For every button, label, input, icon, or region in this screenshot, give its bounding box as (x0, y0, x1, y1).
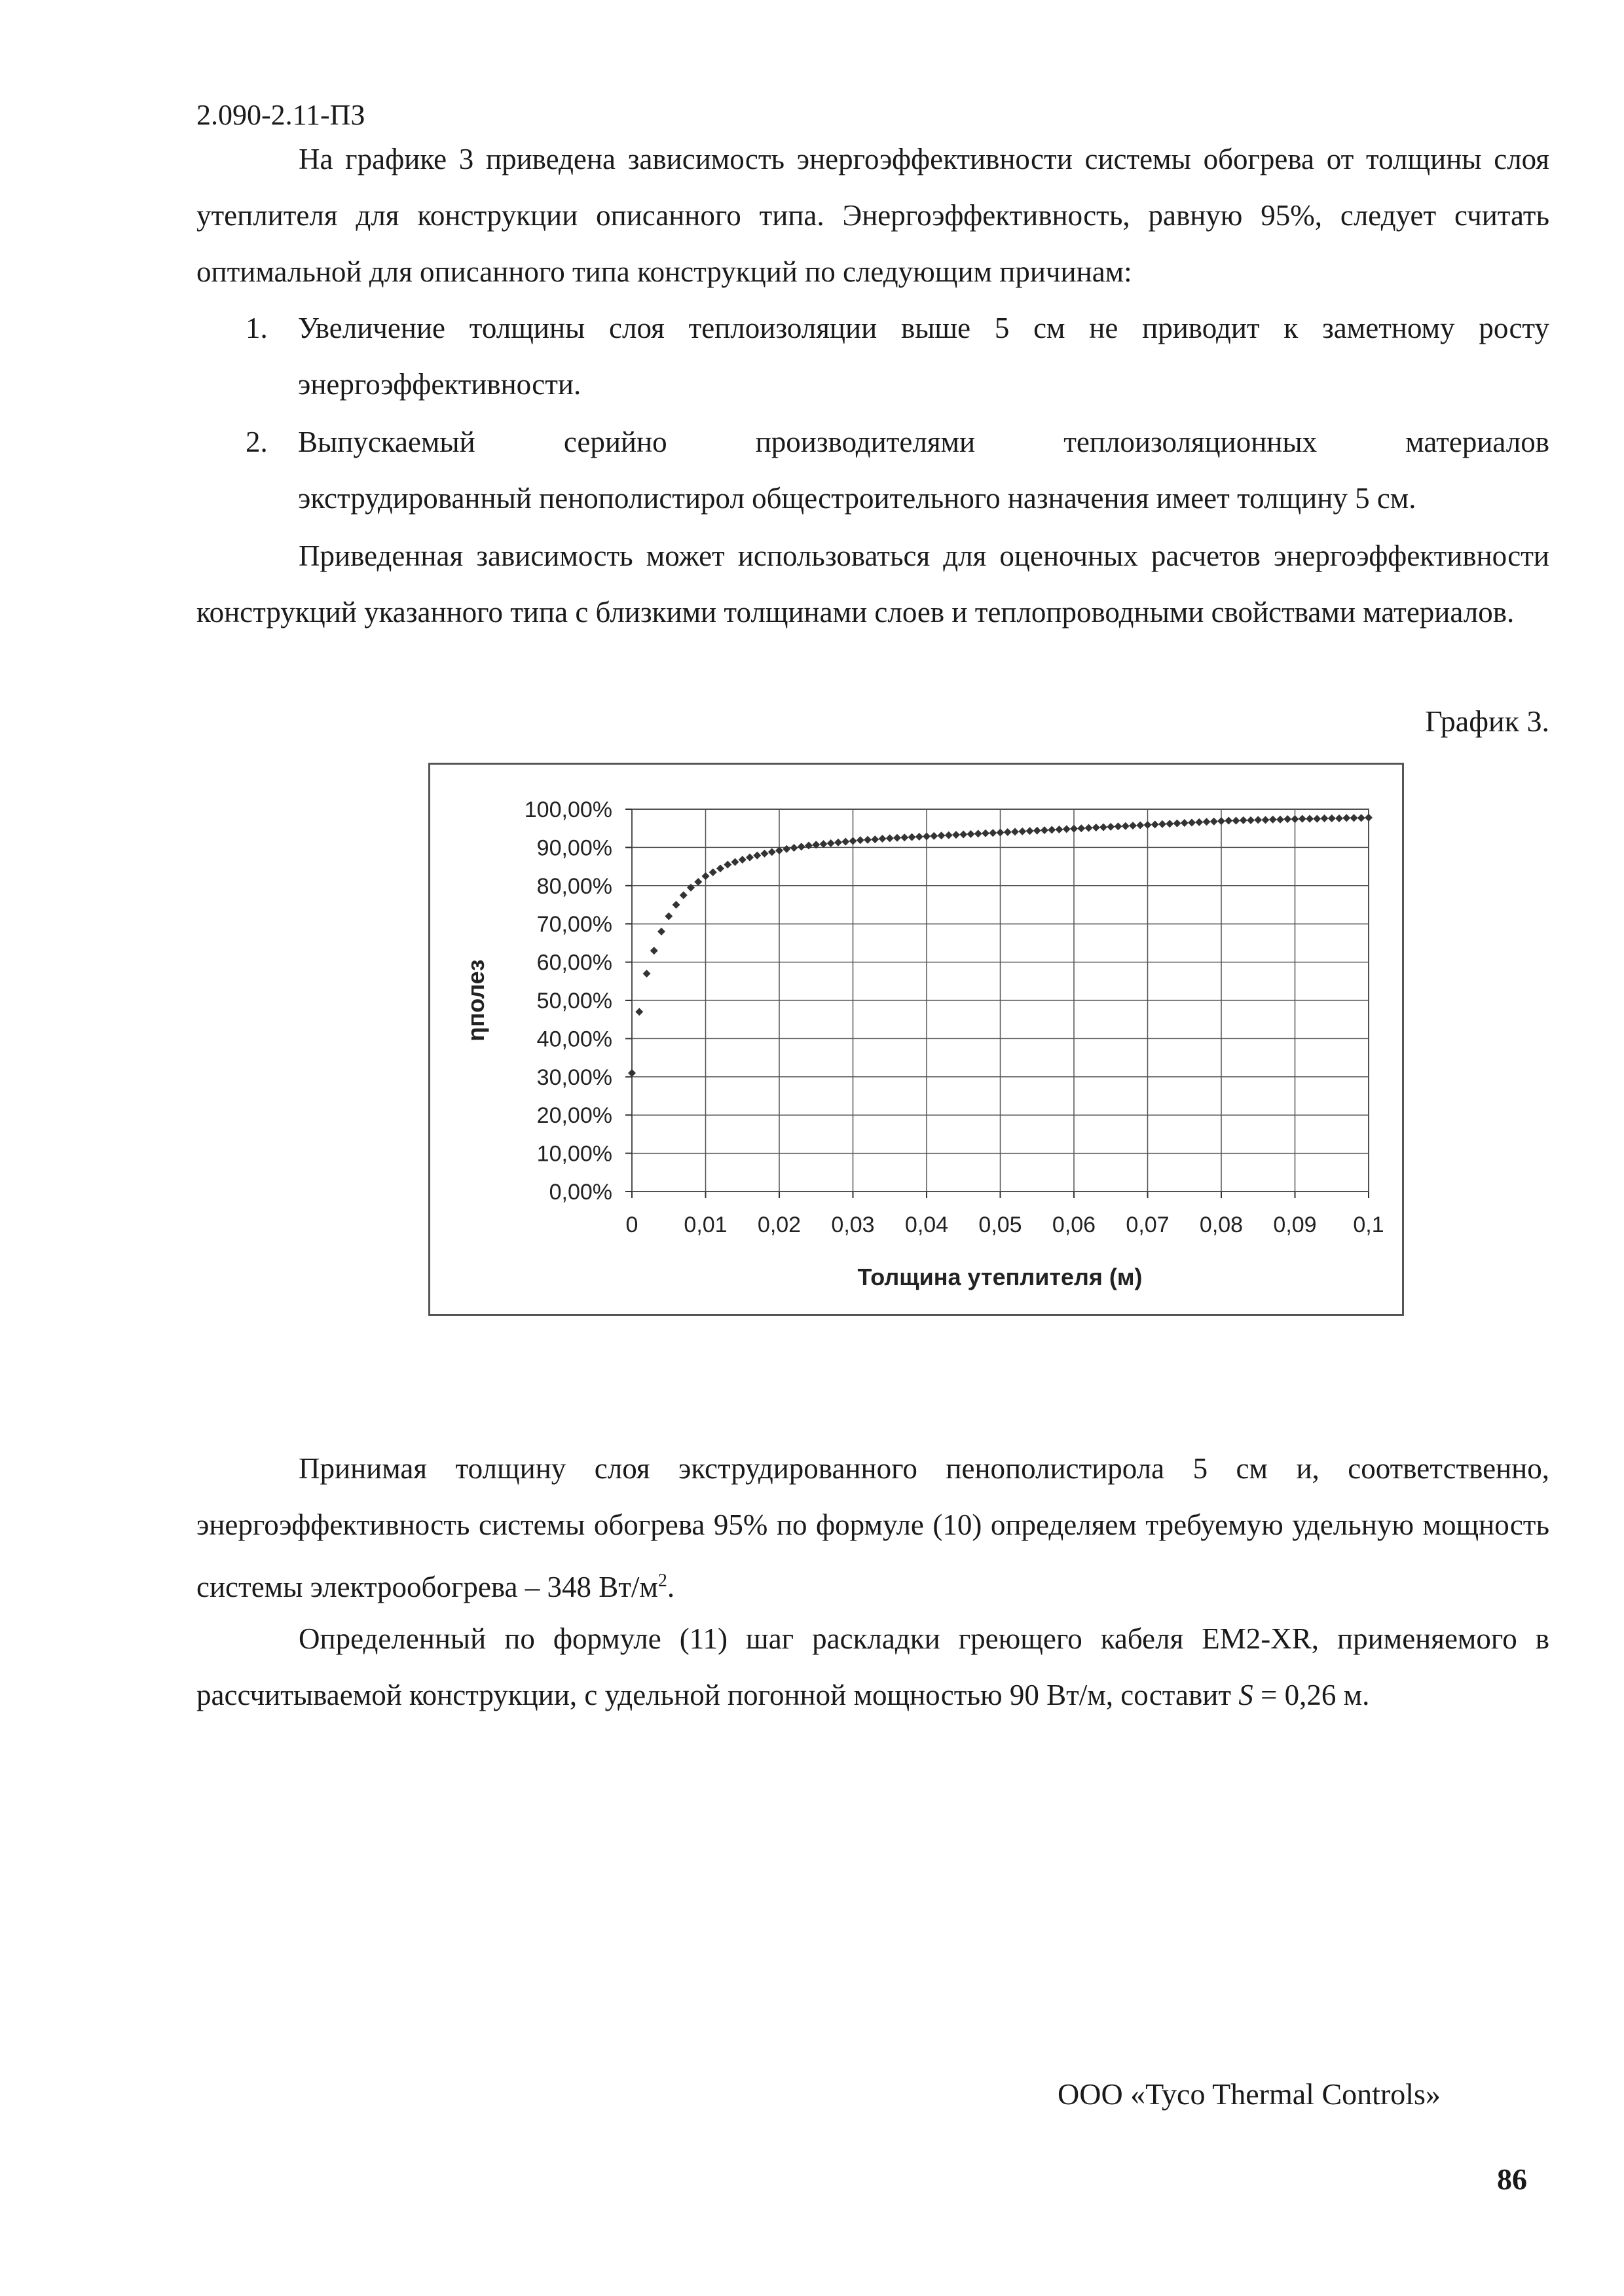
x-tick-label: 0,06 (1052, 1212, 1096, 1237)
document-code: 2.090-2.11-ПЗ (196, 99, 365, 131)
y-tick-label: 20,00% (536, 1103, 612, 1129)
intro-paragraph: На графике 3 приведена зависимость энергоэффективности системы обогрева от толщины слоя утеплителя для конструкции описанного типа. Энергоэффективность, равную 95%, следует считать оптимальной для описанного типа конструкций по следующим причинам: (196, 143, 1549, 288)
x-tick-label: 0,01 (684, 1212, 728, 1237)
list-text-line: экструдированный пенополистирол общестроительного назначения имеет толщину 5 см. (298, 482, 1416, 515)
y-tick-label: 40,00% (536, 1027, 612, 1052)
y-tick-label: 90,00% (536, 835, 612, 861)
list-number: 2. (246, 426, 268, 458)
x-tick-label: 0,04 (904, 1212, 949, 1237)
note-paragraph: Приведенная зависимость может использоваться для оценочных расчетов энергоэффективности конструкций указанного типа с близкими толщинами слоев и теплопроводными свойствами материалов. (196, 539, 1549, 629)
y-tick-label: 50,00% (536, 989, 612, 1013)
list-item (246, 414, 1549, 526)
graph-caption: График 3. (1425, 704, 1549, 738)
y-tick-label: 70,00% (536, 912, 612, 938)
y-tick-label: 10,00% (536, 1141, 612, 1167)
efficiency-chart (430, 765, 1402, 1314)
page-number: 86 (1497, 2162, 1527, 2196)
conclusion-text: Принимая толщину слоя экструдированного пенополистирола 5 см и, соответственно, энергоэффективность системы обогрева 95% по формуле (10) определяем требуемую удельную мощность системы электрообогрева – 348 Вт/м (196, 1452, 1549, 1603)
y-axis-ticks (525, 797, 632, 1205)
list-item (246, 300, 1549, 412)
y-axis-label: ηполез (462, 959, 489, 1042)
x-axis-ticks (626, 1192, 1384, 1237)
y-tick-label: 0,00% (549, 1180, 612, 1205)
x-tick-label: 0,1 (1353, 1212, 1384, 1237)
y-tick-label: 30,00% (536, 1065, 612, 1090)
y-tick-label: 60,00% (536, 950, 612, 975)
superscript: 2 (657, 1571, 667, 1591)
list-text-line: Увеличение толщины слоя теплоизоляции выше 5 см не приводит к заметному росту (298, 312, 1549, 344)
x-tick-label: 0,03 (831, 1212, 875, 1237)
x-tick-label: 0,05 (978, 1212, 1022, 1237)
conclusion-paragraph-1 (196, 1440, 1549, 1615)
list-number: 1. (246, 312, 268, 344)
conclusion-paragraph-2 (196, 1611, 1549, 1723)
x-tick-label: 0,02 (757, 1212, 802, 1237)
conclusion-text-end: = 0,26 м. (1253, 1679, 1370, 1711)
conclusion-text: Определенный по формуле (11) шаг раскладки греющего кабеля EM2-XR, применяемого в рассчитываемой конструкции, с удельной погонной мощностью 90 Вт/м, составит (196, 1622, 1549, 1711)
x-tick-label: 0 (625, 1212, 638, 1237)
conclusion-text-end: . (667, 1571, 675, 1603)
variable-s: S (1238, 1679, 1253, 1711)
x-tick-label: 0,07 (1126, 1212, 1170, 1237)
y-tick-label: 100,00% (524, 797, 612, 822)
footer-company: ООО «Tyco Thermal Controls» (1058, 2077, 1441, 2111)
x-axis-label: Толщина утеплителя (м) (857, 1264, 1143, 1290)
x-tick-label: 0,09 (1273, 1212, 1317, 1237)
chart-frame (428, 763, 1404, 1316)
y-tick-label: 80,00% (536, 873, 612, 899)
list-text-line: Выпускаемый серийно производителями теплоизоляционных материалов (298, 426, 1549, 458)
x-tick-label: 0,08 (1199, 1212, 1244, 1237)
list-text-line: энергоэффективности. (298, 368, 581, 401)
